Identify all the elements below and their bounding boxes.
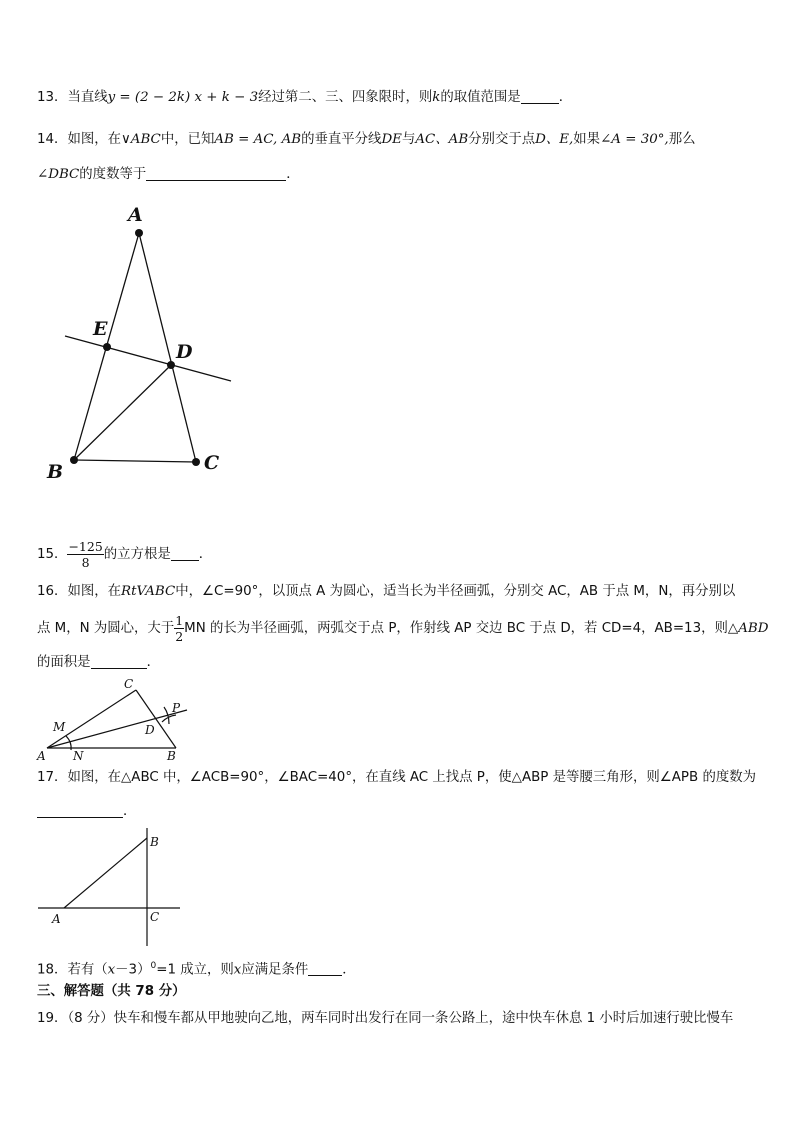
q14-number: 14．	[37, 132, 68, 147]
question-19: 19．（8 分）快车和慢车都从甲地驶向乙地，两车同时出发行在同一条公路上，途中快车休息 1 小时后加速行驶比慢车	[37, 1011, 734, 1026]
q13-number: 13．	[37, 90, 68, 105]
fig14-label-b: B	[47, 461, 64, 483]
question-16-cont: 点 M，N 为圆心，大于 $\frac{1}{2}$ MN 的长为半径画弧，两弧交于点 P，作射线 AP 交边 BC 于点 D，若 CD=4，AB=13，则△ABD	[37, 612, 769, 644]
question-15: 15． $\frac{-125}{8}$ 的立方根是 ．	[37, 538, 213, 570]
q19-number: 19．	[37, 1011, 68, 1026]
section-title: 三、解答题（共 78 分）	[37, 984, 186, 999]
q18-answer-blank[interactable]	[308, 961, 342, 976]
fig16-label-m: M	[53, 720, 66, 734]
question-18: 18．若有$(x-3)^0=1$ 成立，则x应满足条件 ．	[37, 961, 356, 978]
q18-number: 18．	[37, 962, 68, 978]
question-13: 13．当直线y = (2 − 2k) x + k − 3经过第二、三、四象限时，则k的取值范围是 ．	[37, 90, 573, 105]
question-17-cont: ．	[37, 802, 136, 822]
fig16-label-a: A	[37, 749, 46, 763]
fig14-label-c: C	[204, 452, 220, 474]
fig17-label-b: B	[150, 835, 159, 849]
q15-fraction: $\frac{-125}{8}$	[68, 538, 103, 570]
fig16-label-n: N	[73, 749, 84, 763]
fig14-label-a: A	[128, 204, 143, 226]
q15-number: 15．	[37, 547, 68, 562]
fig17-side-ab	[64, 838, 147, 908]
question-16: 16．如图，在RtVABC中，∠C=90°，以顶点 A 为圆心，适当长为半径画弧，分别交 AC，AB 于点 M，N，再分别以	[37, 584, 736, 599]
fig16-label-p: P	[172, 701, 181, 715]
fig14-label-e: E	[93, 318, 108, 340]
fig16-label-b: B	[167, 749, 176, 763]
question-14-cont: ∠DBC的度数等于 ．	[37, 167, 300, 182]
fig17-label-a: A	[52, 912, 61, 926]
question-14: 14．如图，在∨ABC中，已知AB = AC, AB的垂直平分线DE与AC、AB分别交于点D、E,如果∠A = 30°,那么	[37, 132, 696, 147]
q16-fraction: $\frac{1}{2}$	[175, 612, 184, 644]
q16-number: 16．	[37, 584, 68, 599]
question-16-cont2: 的面积是 ．	[37, 655, 160, 670]
q13-equation: y = (2 − 2k) x + k − 3	[107, 90, 259, 105]
fig16-label-d: D	[145, 723, 155, 737]
fig14-label-d: D	[176, 341, 193, 363]
fig16-label-c: C	[124, 677, 134, 691]
q17-number: 17．	[37, 770, 68, 785]
fig17-label-c: C	[150, 910, 160, 924]
question-17: 17．如图，在△ABC 中，∠ACB=90°，∠BAC=40°，在直线 AC 上找点 P，使△ABP 是等腰三角形，则∠APB 的度数为	[37, 770, 757, 785]
